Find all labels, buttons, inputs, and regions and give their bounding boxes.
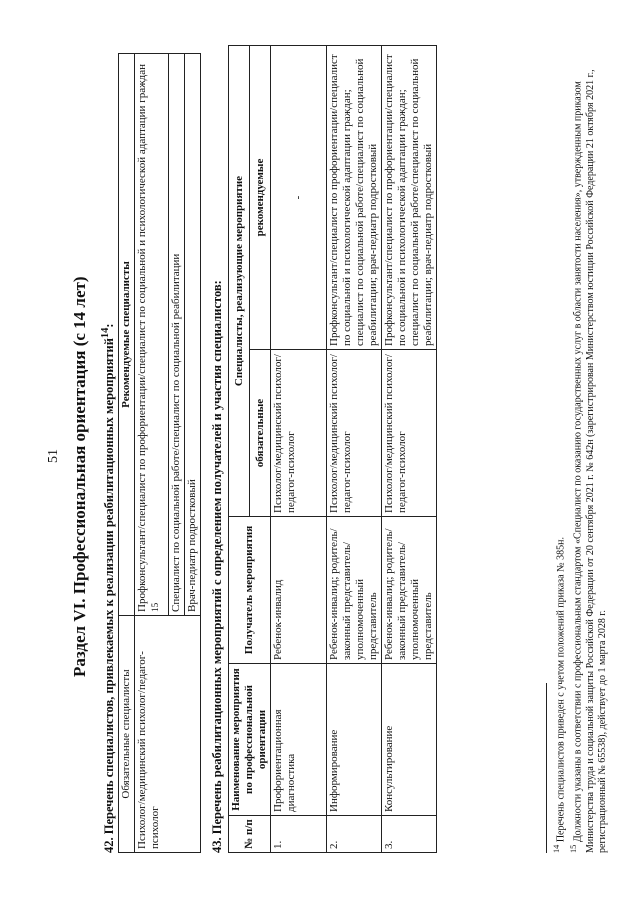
row3-num: 3.	[382, 816, 437, 853]
section-title: Раздел VI. Профессиональная ориентация (с 14 лет)	[70, 276, 89, 677]
table42	[118, 53, 201, 853]
footnote-text: Должности указаны в соответствии с профессиональным стандартом «Специалист по оказанию государственных услуг в области занятости населения», утвержденным приказом Министерства труда и социальной защиты Российской Федерации от 20 сентября 2021 г. № 642н (зарегистрирован Министерством юстиции Российской Федерации 21 октября 2021 г., регистрационный № 65538), действует до 1 марта 2028 г.	[572, 69, 609, 853]
footnote-mark: 14	[552, 844, 561, 853]
table43-col-mandatory: обязательные	[250, 350, 271, 517]
row3-mandatory: Психолог/медицинский психолог/педагог-психолог	[382, 350, 437, 517]
table43-col-recipient: Получатель мероприятия	[229, 517, 271, 664]
row1-num: 1.	[271, 816, 327, 853]
table42-header-row	[119, 54, 135, 853]
table43-col-recommended: рекомендуемые	[250, 46, 271, 350]
table-row	[327, 46, 382, 853]
row2-recommended: Профконсультант/специалист по профориентации/специалист по социальной и психологической адаптации граждан; специалист по социальной работе/специалист по социальной реабилитации; врач-педиатр подростковый	[327, 46, 382, 350]
row1-recommended: -	[271, 46, 327, 350]
table42-heading-text: 42. Перечень специалистов, привлекаемых к реализации реабилитационных мероприятий	[102, 338, 117, 853]
row2-recipient: Ребенок-инвалид; родитель/законный представитель/ уполномоченный представитель	[327, 517, 382, 664]
table43-header-row	[229, 46, 250, 853]
table42-rec1-cell	[135, 54, 169, 616]
footnote-ref-15: 15	[150, 602, 160, 612]
row3-name: Консультирование	[382, 664, 437, 816]
row2-num: 2.	[327, 816, 382, 853]
table42-mandatory-cell: Психолог/медицинский психолог/педагог-психолог	[135, 616, 201, 853]
row1-recipient: Ребенок-инвалид	[271, 517, 327, 664]
table42-rec1-text: Профконсультант/специалист по профориентации/специалист по социальной и психологической адаптации граждан	[136, 63, 148, 612]
table-row	[135, 54, 169, 853]
footnote-mark: 15	[568, 844, 578, 853]
row3-recommended: Профконсультант/специалист по профориентации/специалист по социальной и психологической адаптации граждан; специалист по социальной работе/специалист по социальной реабилитации; врач-педиатр подростковый	[382, 46, 437, 350]
footnote-14	[551, 45, 568, 853]
row1-name: Профориентационная диагностика	[271, 664, 327, 816]
table-row	[271, 46, 327, 853]
table43-heading: 43. Перечень реабилитационных мероприятий с определением получателей и участия специалистов:	[210, 280, 224, 853]
table-row	[382, 46, 437, 853]
table43-col-name: Наименование мероприятия по профессиональной ориентации	[229, 664, 271, 816]
footnote-ref-14: 14	[100, 327, 111, 339]
footnote-15	[568, 45, 610, 853]
row2-mandatory: Психолог/медицинский психолог/педагог-психолог	[327, 350, 382, 517]
table42-heading: 42. Перечень специалистов, привлекаемых к реализации реабилитационных мероприятий$^{14}$:	[100, 323, 117, 853]
footnote-divider	[546, 683, 547, 853]
row1-mandatory: Психолог/медицинский психолог/педагог-психолог	[271, 350, 327, 517]
table43-col-num: № п/п	[229, 816, 271, 853]
table42-col-mandatory: Обязательные специалисты	[119, 616, 135, 853]
table43-col-specialists: Специалисты, реализующие мероприятие	[229, 46, 250, 517]
table42-rec3-cell: Врач-педиатр подростковый	[184, 54, 200, 616]
footnote-text: Перечень специалистов приведен с учетом положений приказа № 385н.	[555, 537, 567, 843]
footnotes	[551, 45, 610, 853]
table42-col-recommended: Рекомендуемые специалисты	[119, 54, 135, 616]
table43	[228, 45, 437, 853]
page-number: 51	[46, 449, 61, 463]
table42-rec2-cell: Специалист по социальной работе/специалист по социальной реабилитации	[168, 54, 184, 616]
row3-recipient: Ребенок-инвалид; родитель/законный представитель/ уполномоченный представитель	[382, 517, 437, 664]
row2-name: Информирование	[327, 664, 382, 816]
